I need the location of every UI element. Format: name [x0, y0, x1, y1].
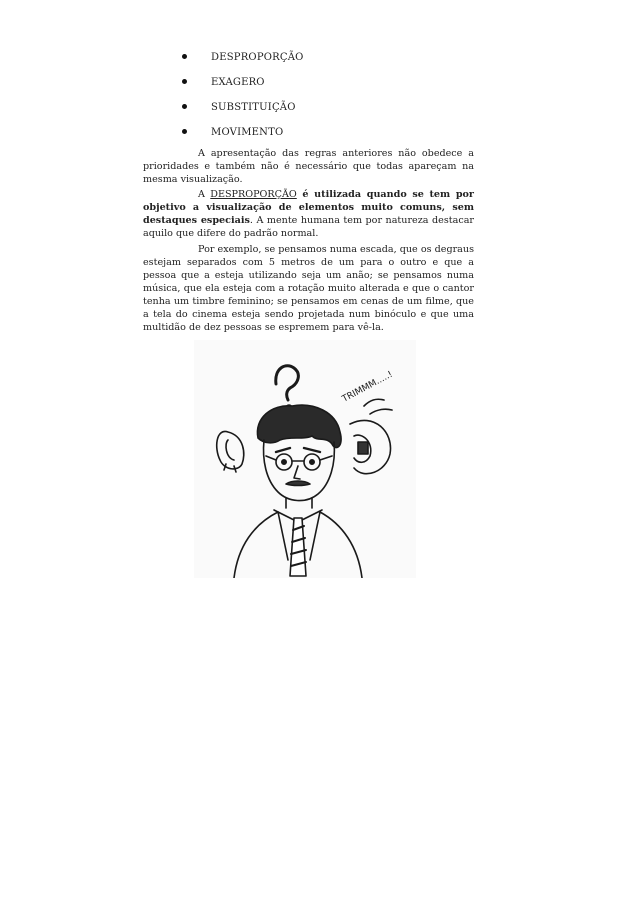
bold-definition: é utilizada quando se tem por objetivo a visualização de elementos muito comuns, sem destaques especiais [143, 189, 474, 226]
paragraph-rest: . A mente humana tem por natureza destacar aquilo que difere do padrão normal. [143, 215, 474, 239]
cartoon-illustration [194, 340, 416, 578]
paragraph-article: A [198, 189, 211, 200]
bullet-dot-icon [182, 104, 187, 109]
paragraph-examples: Por exemplo, se pensamos numa escada, que os degraus estejam separados com 5 metros de um para o outro e que a pessoa que a esteja utilizando seja um anão; se pensamos numa música, que ela esteja com a rotação muito alterada e que o cantor tenha um timbre feminino; se pensamos em cenas de um filme, que a tela do cinema esteja sendo projetada num binóculo e que uma multidão de dez pessoas se espremem para vê-la. [143, 244, 474, 333]
man-with-big-ears-drawing [194, 340, 416, 578]
bullet-dot-icon [182, 129, 187, 134]
sound-caption: TRIMMM.....! [340, 369, 395, 405]
paragraph-desproporcao [143, 188, 474, 240]
bullet-dot-icon [182, 54, 187, 59]
bullet-dot-icon [182, 79, 187, 84]
term-desproporcao: DESPROPORÇÃO [210, 189, 297, 200]
paragraph-rules-order: A apresentação das regras anteriores não obedece a prioridades e também não é necessário que todas apareçam na mesma visualização. [143, 148, 474, 185]
